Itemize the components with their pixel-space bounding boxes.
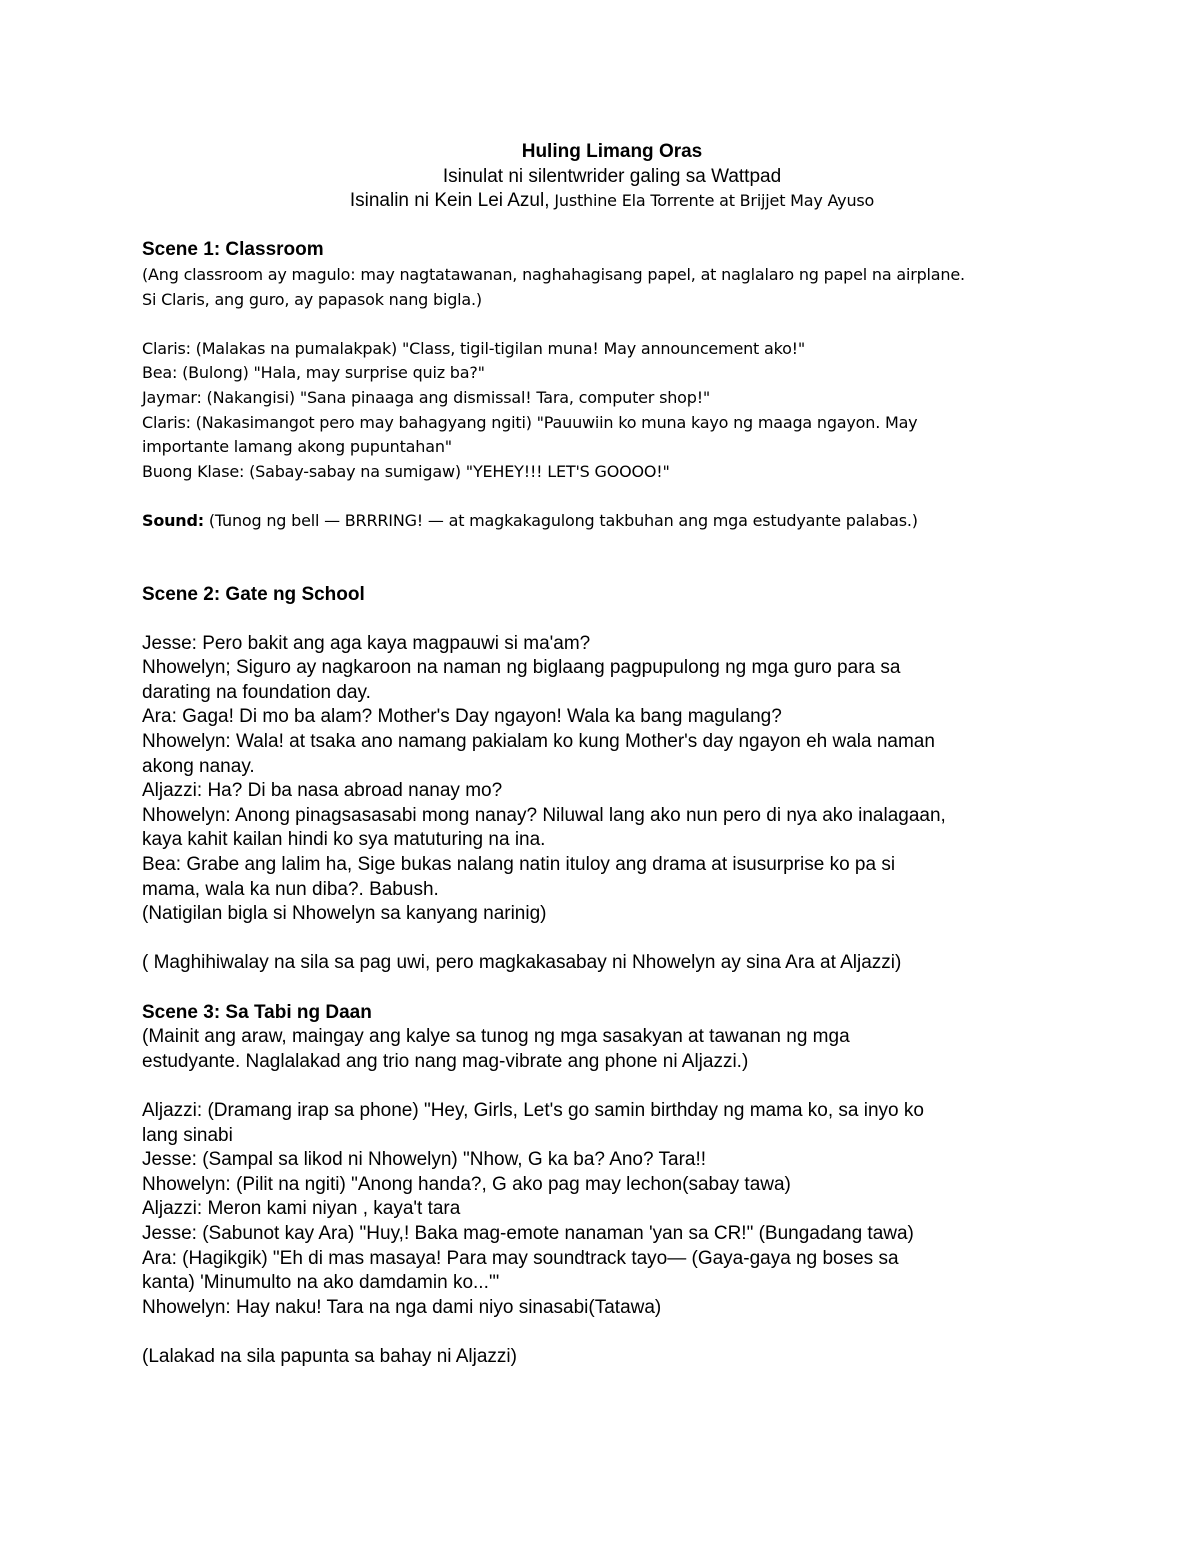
scene1-dialogue-line: Claris: (Malakas na pumalakpak) "Class, tigil-tigilan muna! May announcement ako!" xyxy=(142,338,806,358)
scene3-dialogue-line: Aljazzi: (Dramang irap sa phone) "Hey, Girls, Let's go samin birthday ng mama ko, sa inyo ko xyxy=(142,1099,924,1121)
document-page xyxy=(142,140,1082,1370)
author-line: Isinulat ni silentwrider galing sa Wattpad xyxy=(442,165,782,187)
scene3-heading: Scene 3: Sa Tabi ng Daan xyxy=(142,1001,372,1023)
scene2-heading: Scene 2: Gate ng School xyxy=(142,583,365,605)
spacer xyxy=(142,1320,1082,1345)
spacer xyxy=(142,312,1082,337)
scene3-description-line: (Mainit ang araw, maingay ang kalye sa tunog ng mga sasakyan at tawanan ng mga xyxy=(142,1026,850,1048)
spacer xyxy=(142,927,1082,952)
scene1-description-line: Si Claris, ang guro, ay papasok nang bigla.) xyxy=(142,289,482,309)
scene2-dialogue-line: kaya kahit kailan hindi ko sya matuturing na ina. xyxy=(142,829,546,851)
spacer xyxy=(142,607,1082,632)
spacer xyxy=(142,214,1082,239)
scene2-dialogue-line: Nhowelyn; Siguro ay nagkaroon na naman ng biglaang pagpupulong ng mga guro para sa xyxy=(142,657,901,679)
spacer xyxy=(142,976,1082,1001)
scene1-sound-line xyxy=(142,509,1082,534)
scene2-dialogue-line: mama, wala ka nun diba?. Babush. xyxy=(142,878,439,900)
scene1-dialogue-line: Jaymar: (Nakangisi) "Sana pinaaga ang dismissal! Tara, computer shop!" xyxy=(142,387,711,407)
scene2-dialogue-line: Nhowelyn: Anong pinagsasasabi mong nanay? Niluwal lang ako nun pero di nya ako inalagaan, xyxy=(142,804,946,826)
scene2-dialogue-line: Bea: Grabe ang lalim ha, Sige bukas nalang natin ituloy ang drama at isusurprise ko pa si xyxy=(142,854,896,876)
scene1-dialogue-line: Claris: (Nakasimangot pero may bahagyang ngiti) "Pauuwiin ko muna kayo ng maaga ngayon. May xyxy=(142,412,918,432)
scene3-dialogue-line: Jesse: (Sampal sa likod ni Nhowelyn) "Nhow, G ka ba? Ano? Tara!! xyxy=(142,1149,707,1171)
scene2-dialogue-line: akong nanay. xyxy=(142,755,255,777)
scene2-dialogue-line: darating na foundation day. xyxy=(142,681,371,703)
scene1-heading: Scene 1: Classroom xyxy=(142,239,324,261)
scene3-dialogue-line: Ara: (Hagikgik) "Eh di mas masaya! Para may soundtrack tayo— (Gaya-gaya ng boses sa xyxy=(142,1247,899,1269)
document-title: Huling Limang Oras xyxy=(521,141,703,162)
translator-line xyxy=(142,189,1082,214)
scene1-dialogue-line: importante lamang akong pupuntahan" xyxy=(142,437,452,457)
scene2-closing: ( Maghihiwalay na sila sa pag uwi, pero magkakasabay ni Nhowelyn ay sina Ara at Aljazzi) xyxy=(142,952,902,974)
scene3-dialogue-line: Aljazzi: Meron kami niyan , kaya't tara xyxy=(142,1198,461,1220)
scene2-dialogue-line: Nhowelyn: Wala! at tsaka ano namang pakialam ko kung Mother's day ngayon eh wala naman xyxy=(142,731,935,753)
sound-text: (Tunog ng bell — BRRRING! — at magkakagulong takbuhan ang mga estudyante palabas.) xyxy=(203,510,918,530)
scene3-dialogue-line: Nhowelyn: (Pilit na ngiti) "Anong handa?, G ako pag may lechon(sabay tawa) xyxy=(142,1173,791,1195)
scene2-dialogue-line: (Natigilan bigla si Nhowelyn sa kanyang narinig) xyxy=(142,903,547,925)
scene2-dialogue-line: Aljazzi: Ha? Di ba nasa abroad nanay mo? xyxy=(142,780,503,802)
scene1-dialogue-line: Bea: (Bulong) "Hala, may surprise quiz ba?" xyxy=(142,363,485,383)
spacer xyxy=(142,484,1082,509)
scene3-dialogue-line: kanta) 'Minumulto na ako damdamin ko...'" xyxy=(142,1272,500,1294)
translator-rest: Justhine Ela Torrente at Brijjet May Ayuso xyxy=(549,191,875,211)
scene3-dialogue-line: Nhowelyn: Hay naku! Tara na nga dami niyo sinasabi(Tatawa) xyxy=(142,1296,662,1318)
spacer xyxy=(142,534,1082,583)
scene2-dialogue-line: Jesse: Pero bakit ang aga kaya magpauwi si ma'am? xyxy=(142,632,591,654)
scene3-closing: (Lalakad na sila papunta sa bahay ni Aljazzi) xyxy=(142,1345,517,1367)
scene3-dialogue-line: Jesse: (Sabunot kay Ara) "Huy,! Baka mag-emote nanaman 'yan sa CR!" (Bungadang tawa) xyxy=(142,1222,914,1244)
scene1-description-line: (Ang classroom ay magulo: may nagtatawanan, naghahagisang papel, at naglalaro ng papel na airplane. xyxy=(142,264,965,284)
scene1-dialogue-line: Buong Klase: (Sabay-sabay na sumigaw) "YEHEY!!! LET'S GOOOO!" xyxy=(142,461,670,481)
spacer xyxy=(142,1074,1082,1099)
sound-label: Sound: xyxy=(142,510,204,530)
scene2-dialogue-line: Ara: Gaga! Di mo ba alam? Mother's Day ngayon! Wala ka bang magulang? xyxy=(142,706,782,728)
scene3-dialogue-line: lang sinabi xyxy=(142,1124,233,1146)
scene3-description-line: estudyante. Naglalakad ang trio nang mag-vibrate ang phone ni Aljazzi.) xyxy=(142,1050,749,1072)
translator-prefix: Isinalin ni Kein Lei Azul, xyxy=(349,190,550,212)
